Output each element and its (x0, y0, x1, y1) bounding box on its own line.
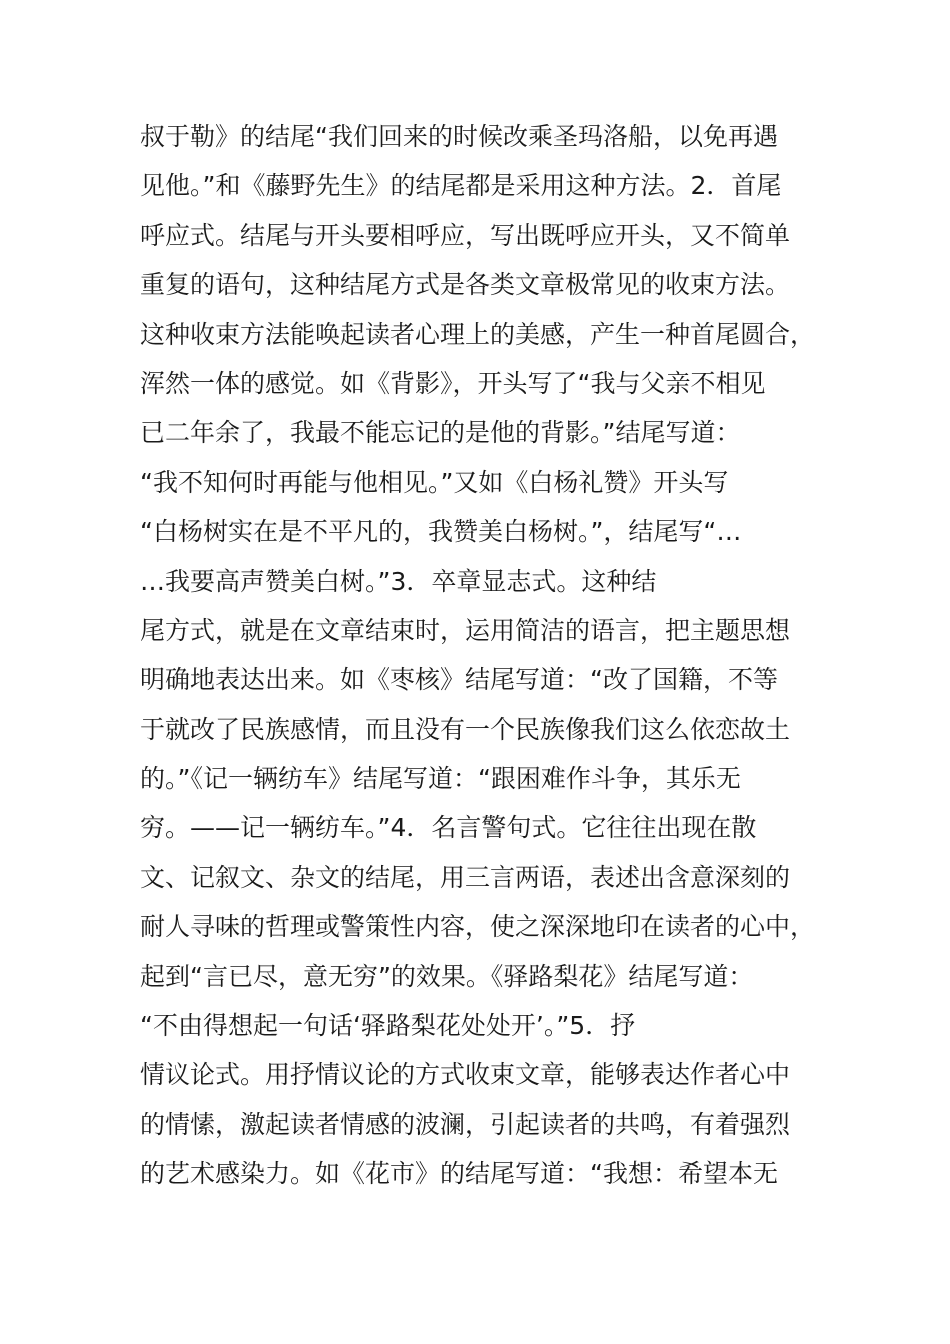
text-line: 这种收束方法能唤起读者心理上的美感，产生一种首尾圆合， (140, 319, 816, 349)
text-line: “不由得想起一句话‘驿路梨花处处开’。”5．抒 (140, 1011, 636, 1041)
text-line: 见他。”和《藤野先生》的结尾都是采用这种方法。2．首尾 (140, 171, 782, 201)
text-line: 文、记叙文、杂文的结尾，用三言两语，表述出含意深刻的 (140, 862, 791, 892)
body-text (140, 112, 840, 1199)
text-line: “白杨树实在是不平凡的，我赞美白杨树。”，结尾写“… (140, 517, 742, 547)
text-line: 的。”《记一辆纺车》结尾写道：“跟困难作斗争，其乐无 (140, 764, 741, 794)
text-line: 耐人寻味的哲理或警策性内容，使之深深地印在读者的心中， (140, 912, 816, 942)
text-line: 浑然一体的感觉。如《背影》，开头写了“我与父亲不相见 (140, 368, 766, 398)
text-line: 叔于勒》的结尾“我们回来的时候改乘圣玛洛船，以免再遇 (140, 122, 778, 151)
text-line: 明确地表达出来。如《枣核》结尾写道：“改了国籍，不等 (140, 665, 778, 695)
text-line: 穷。——记一辆纺车。”4．名言警句式。它往往出现在散 (140, 813, 757, 843)
text-line: 起到“言已尽，意无穷”的效果。《驿路梨花》结尾写道： (140, 961, 754, 991)
text-line: 的情愫，激起读者情感的波澜，引起读者的共鸣，有着强烈 (140, 1109, 791, 1139)
text-line: …我要高声赞美白树。”3．卒章显志式。这种结 (140, 566, 657, 596)
text-line: 情议论式。用抒情议论的方式收束文章，能够表达作者心中 (140, 1060, 791, 1090)
text-line: 重复的语句，这种结尾方式是各类文章极常见的收束方法。 (140, 270, 791, 300)
text-line: 已二年余了，我最不能忘记的是他的背影。”结尾写道： (140, 418, 741, 448)
text-line: 呼应式。结尾与开头要相呼应，写出既呼应开头，又不简单 (140, 220, 791, 250)
text-line: 尾方式，就是在文章结束时，运用简洁的语言，把主题思想 (140, 615, 791, 645)
text-line: 的艺术感染力。如《花市》的结尾写道：“我想：希望本无 (140, 1159, 778, 1189)
text-line: 于就改了民族感情，而且没有一个民族像我们这么依恋故土 (140, 714, 791, 744)
text-line: “我不知何时再能与他相见。”又如《白杨礼赞》开头写 (140, 467, 729, 497)
